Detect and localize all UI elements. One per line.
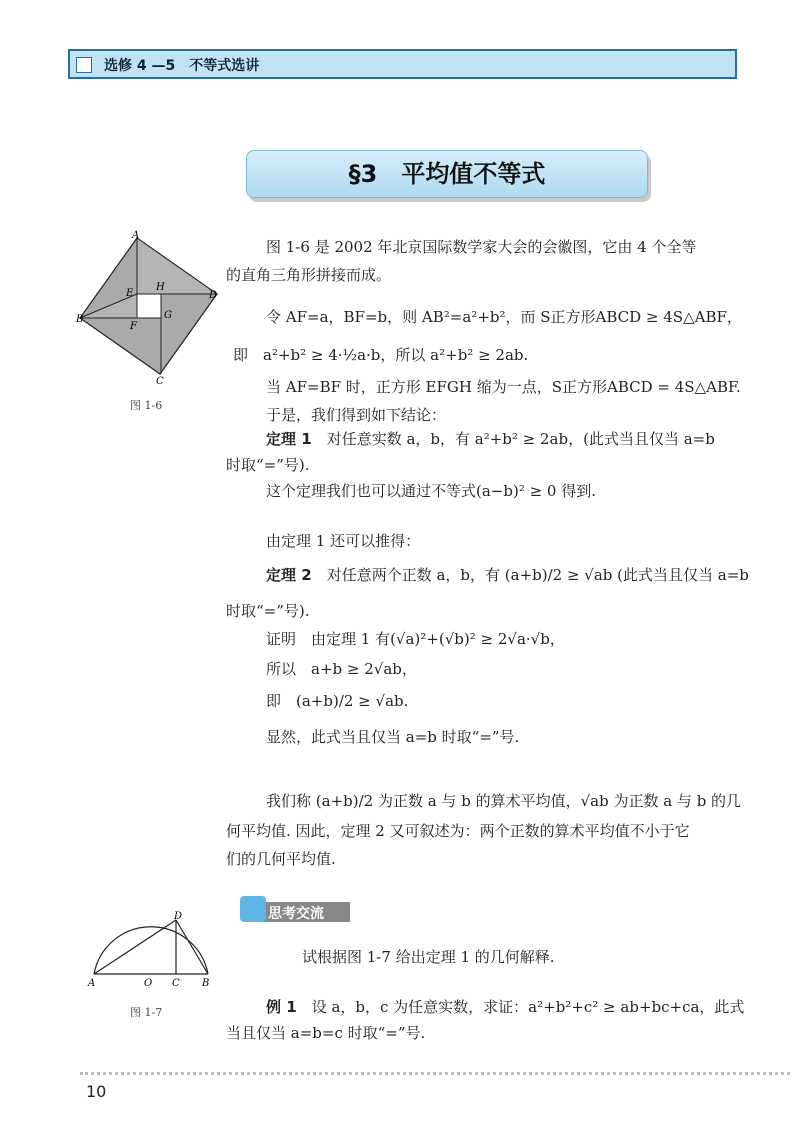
page-number: 10: [86, 1082, 107, 1101]
paragraph-line: 我们称 (a+b)/2 为正数 a 与 b 的算术平均值，√ab 为正数 a 与 b 的几: [266, 792, 742, 810]
paragraph-line: 显然，此式当且仅当 a=b 时取“=”号.: [266, 728, 520, 746]
figure-1-7: [84, 910, 214, 988]
think-icon: [240, 896, 266, 922]
think-discuss-badge: [240, 896, 352, 926]
think-label: 思考交流: [268, 906, 324, 922]
fig2-label: B: [202, 978, 210, 989]
fig2-label: A: [88, 978, 96, 989]
paragraph-line: 的直角三角形拼接而成。: [226, 266, 392, 284]
paragraph-line: 图 1-6 是 2002 年北京国际数学家大会的会徽图，它由 4 个全等: [266, 238, 697, 256]
paragraph-line: 所以 a+b ≥ 2√ab，: [266, 660, 417, 678]
paragraph-line: 时取“=”号).: [226, 602, 310, 620]
header-title: 选修 4 —5 不等式选讲: [104, 58, 260, 74]
paragraph-line: 试根据图 1-7 给出定理 1 的几何解释.: [302, 948, 555, 966]
paragraph-line: 证明 由定理 1 有(√a)²+(√b)² ≥ 2√a·√b，: [266, 630, 565, 648]
paragraph-line: 时取“=”号).: [226, 456, 310, 474]
theorem-2: [266, 564, 749, 586]
paragraph-line: 当 AF=BF 时，正方形 EFGH 缩为一点，S正方形ABCD = 4S△ABF.: [266, 378, 741, 396]
fig1-label: A: [132, 230, 140, 241]
paragraph-line: 令 AF=a，BF=b，则 AB²=a²+b²，而 S正方形ABCD ≥ 4S△ABF，: [266, 308, 742, 326]
paragraph-line: 由定理 1 还可以推得：: [266, 532, 421, 550]
fig1-label: E: [126, 288, 134, 299]
paragraph-line: 即 a²+b² ≥ 4·½a·b，所以 a²+b² ≥ 2ab.: [233, 346, 529, 364]
theorem-1: [266, 428, 715, 450]
fig1-label: D: [209, 290, 218, 301]
section-title: §3 平均值不等式: [246, 150, 648, 198]
example-1: [266, 996, 744, 1018]
paragraph-line: 何平均值. 因此，定理 2 又可叙述为：两个正数的算术平均值不小于它: [226, 822, 690, 840]
figure-caption: 图 1-7: [130, 1006, 163, 1019]
fig1-label: B: [76, 314, 84, 325]
theorem-label: 定理 2: [266, 566, 312, 584]
theorem-text: 对任意实数 a，b，有 a²+b² ≥ 2ab，(此式当且仅当 a=b: [326, 430, 715, 448]
fig2-label: O: [144, 978, 153, 989]
fig2-label: D: [174, 911, 183, 922]
fig1-label: C: [156, 376, 164, 387]
fig1-label: G: [164, 310, 172, 321]
footer-divider: [80, 1072, 790, 1075]
fig2-label: C: [172, 978, 180, 989]
figure-1-6: [76, 228, 230, 388]
figure-caption: 图 1-6: [130, 399, 163, 412]
header-square-icon: [76, 57, 92, 73]
fig1-label: F: [130, 321, 137, 332]
fig1-label: H: [156, 282, 165, 293]
example-text: 设 a，b，c 为任意实数，求证：a²+b²+c² ≥ ab+bc+ca，此式: [311, 998, 745, 1016]
paragraph-line: 即 (a+b)/2 ≥ √ab.: [266, 692, 409, 710]
theorem-label: 定理 1: [266, 430, 312, 448]
theorem-text: 对任意两个正数 a，b，有 (a+b)/2 ≥ √ab (此式当且仅当 a=b: [326, 566, 749, 584]
paragraph-line: 于是，我们得到如下结论：: [266, 406, 447, 424]
paragraph-line: 们的几何平均值.: [226, 850, 336, 868]
paragraph-line: 这个定理我们也可以通过不等式(a−b)² ≥ 0 得到.: [266, 482, 597, 500]
page-header: [68, 49, 737, 79]
example-label: 例 1: [266, 998, 297, 1016]
paragraph-line: 当且仅当 a=b=c 时取“=”号.: [226, 1024, 426, 1042]
